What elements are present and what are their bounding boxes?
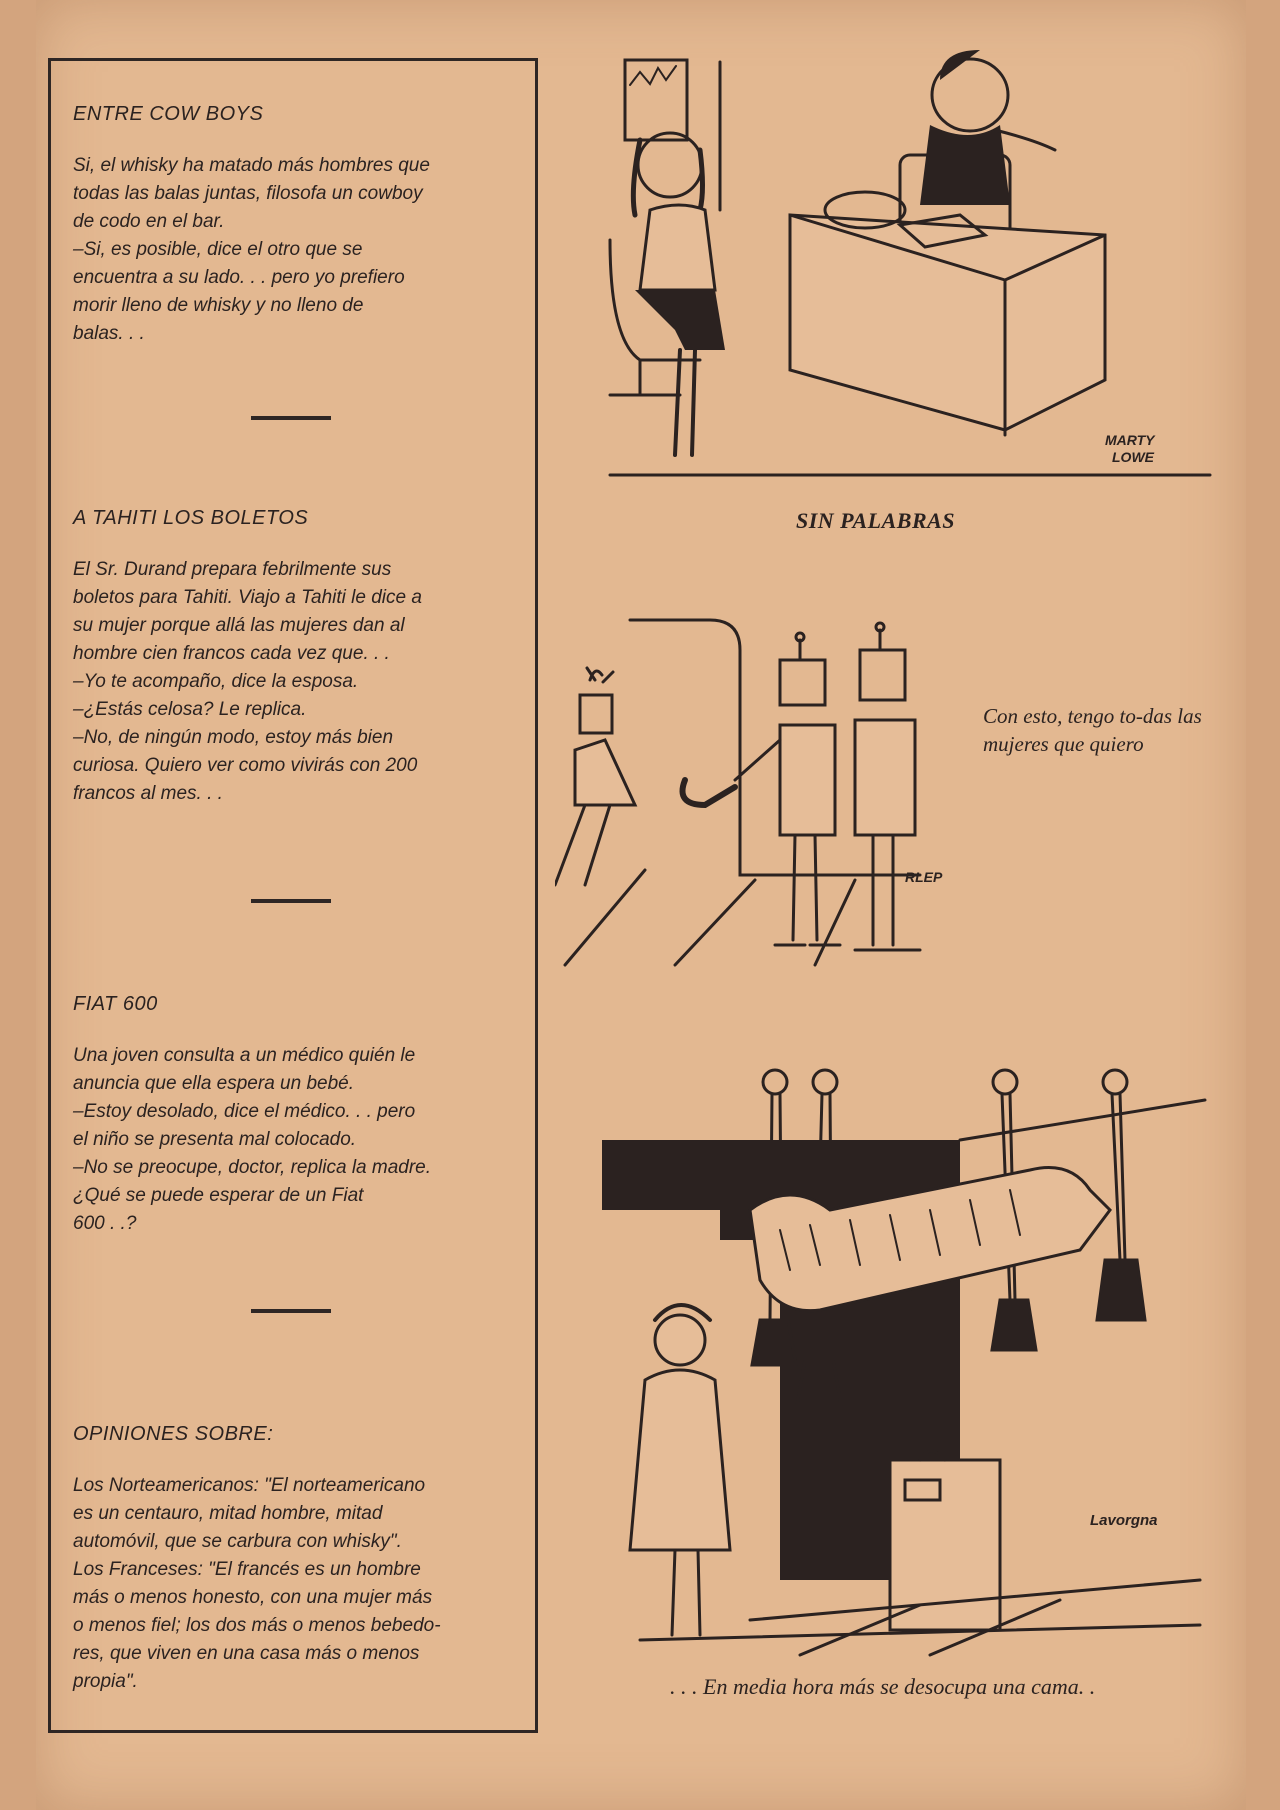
joke-line: –¿Estás celosa? Le replica. xyxy=(73,699,307,720)
small-robot-body xyxy=(575,740,635,805)
joke-line: todas las balas juntas, filosofa un cowboy xyxy=(73,183,423,204)
robot-head-1 xyxy=(780,660,825,705)
pulley-icon xyxy=(1103,1070,1127,1094)
joke-line: Una joven consulta a un médico quién le xyxy=(73,1045,416,1066)
signature-rlep: RLEP xyxy=(905,869,943,885)
joke-line: ¿Qué se puede esperar de un Fiat xyxy=(73,1185,364,1206)
magnet-icon xyxy=(683,780,736,805)
caption-robots: Con esto, tengo to-das las mujeres que quiero xyxy=(983,704,1202,756)
joke-line: morir lleno de whisky y no lleno de xyxy=(73,295,364,316)
joke-line: –No se preocupe, doctor, replica la madre. xyxy=(73,1157,432,1178)
traction-weight xyxy=(992,1300,1036,1350)
pulley-icon xyxy=(813,1070,837,1094)
joke-line: Los Norteamericanos: "El norteamericano xyxy=(73,1475,426,1496)
office-cartoon xyxy=(600,50,1220,490)
traction-weight xyxy=(1097,1260,1145,1320)
joke-line: anuncia que ella espera un bebé. xyxy=(73,1073,355,1094)
robot-body-1 xyxy=(780,725,835,835)
joke-line: Los Franceses: "El francés es un hombre xyxy=(73,1559,421,1580)
joke-line: hombre cien francos cada vez que. . . xyxy=(73,643,390,664)
jokes-column xyxy=(48,58,538,1733)
desk xyxy=(790,215,1105,430)
joke-line: propia". xyxy=(73,1671,138,1692)
joke-line: encuentra a su lado. . . pero yo prefiero xyxy=(73,267,405,288)
pulley-icon xyxy=(993,1070,1017,1094)
boss-suit xyxy=(920,125,1010,205)
nurse-head xyxy=(655,1315,705,1365)
joke-tahiti xyxy=(73,507,513,808)
joke-line: res, que viven en una casa más o menos xyxy=(73,1643,420,1664)
secretary-body xyxy=(640,205,715,290)
caption-sin-palabras: SIN PALABRAS xyxy=(796,508,956,533)
joke-title: OPINIONES SOBRE: xyxy=(73,1423,274,1445)
joke-line: su mujer porque allá las mujeres dan al xyxy=(73,615,405,636)
section-divider xyxy=(251,899,331,903)
joke-line: –Yo te acompaño, dice la esposa. xyxy=(73,671,359,692)
joke-opiniones xyxy=(73,1423,513,1696)
joke-line: automóvil, que se carbura con whisky". xyxy=(73,1531,402,1552)
small-robot-head xyxy=(580,695,612,733)
nurse-dress xyxy=(630,1370,730,1550)
joke-line: es un centauro, mitad hombre, mitad xyxy=(73,1503,383,1524)
joke-line: –Si, es posible, dice el otro que se xyxy=(73,239,363,260)
joke-line: –Estoy desolado, dice el médico. . . pero xyxy=(73,1101,416,1122)
traction-weight xyxy=(752,1320,796,1365)
caption-traction: . . . En media hora más se desocupa una cama. . xyxy=(670,1674,1096,1699)
joke-line: El Sr. Durand prepara febrilmente sus xyxy=(73,559,392,580)
traction-weight xyxy=(797,1360,841,1405)
joke-line: balas. . . xyxy=(73,323,145,344)
joke-line: –No, de ningún modo, estoy más bien xyxy=(73,727,394,748)
joke-entre-cowboys xyxy=(73,103,513,348)
joke-line: de codo en el bar. xyxy=(73,211,225,232)
joke-title: A TAHITI LOS BOLETOS xyxy=(73,507,309,529)
joke-line: boletos para Tahiti. Viajo a Tahiti le dice a xyxy=(73,587,422,608)
joke-fiat600 xyxy=(73,993,513,1238)
joke-title: ENTRE COW BOYS xyxy=(73,103,264,125)
pulley-icon xyxy=(763,1070,787,1094)
joke-line: más o menos honesto, con una mujer más xyxy=(73,1587,433,1608)
robot-head-2 xyxy=(860,650,905,700)
secretary-head xyxy=(638,133,702,197)
traction-cartoon xyxy=(600,1060,1220,1660)
joke-line: el niño se presenta mal colocado. xyxy=(73,1129,357,1150)
joke-line: Si, el whisky ha matado más hombres que xyxy=(73,155,430,176)
signature-marty: MARTY xyxy=(1105,432,1155,448)
robot-body-2 xyxy=(855,720,915,835)
secretary-skirt xyxy=(635,290,725,350)
joke-title: FIAT 600 xyxy=(73,993,158,1015)
wall-chart-line xyxy=(630,66,676,85)
signature-lavorgna: Lavorgna xyxy=(1090,1512,1158,1529)
section-divider xyxy=(251,1309,331,1313)
robots-cartoon xyxy=(555,610,975,970)
joke-line: o menos fiel; los dos más o menos bebedo- xyxy=(73,1615,441,1636)
section-divider xyxy=(251,416,331,420)
signature-lowe: LOWE xyxy=(1112,449,1154,465)
joke-line: 600 . .? xyxy=(73,1213,137,1234)
joke-line: francos al mes. . . xyxy=(73,783,223,804)
joke-line: curiosa. Quiero ver como vivirás con 200 xyxy=(73,755,418,776)
